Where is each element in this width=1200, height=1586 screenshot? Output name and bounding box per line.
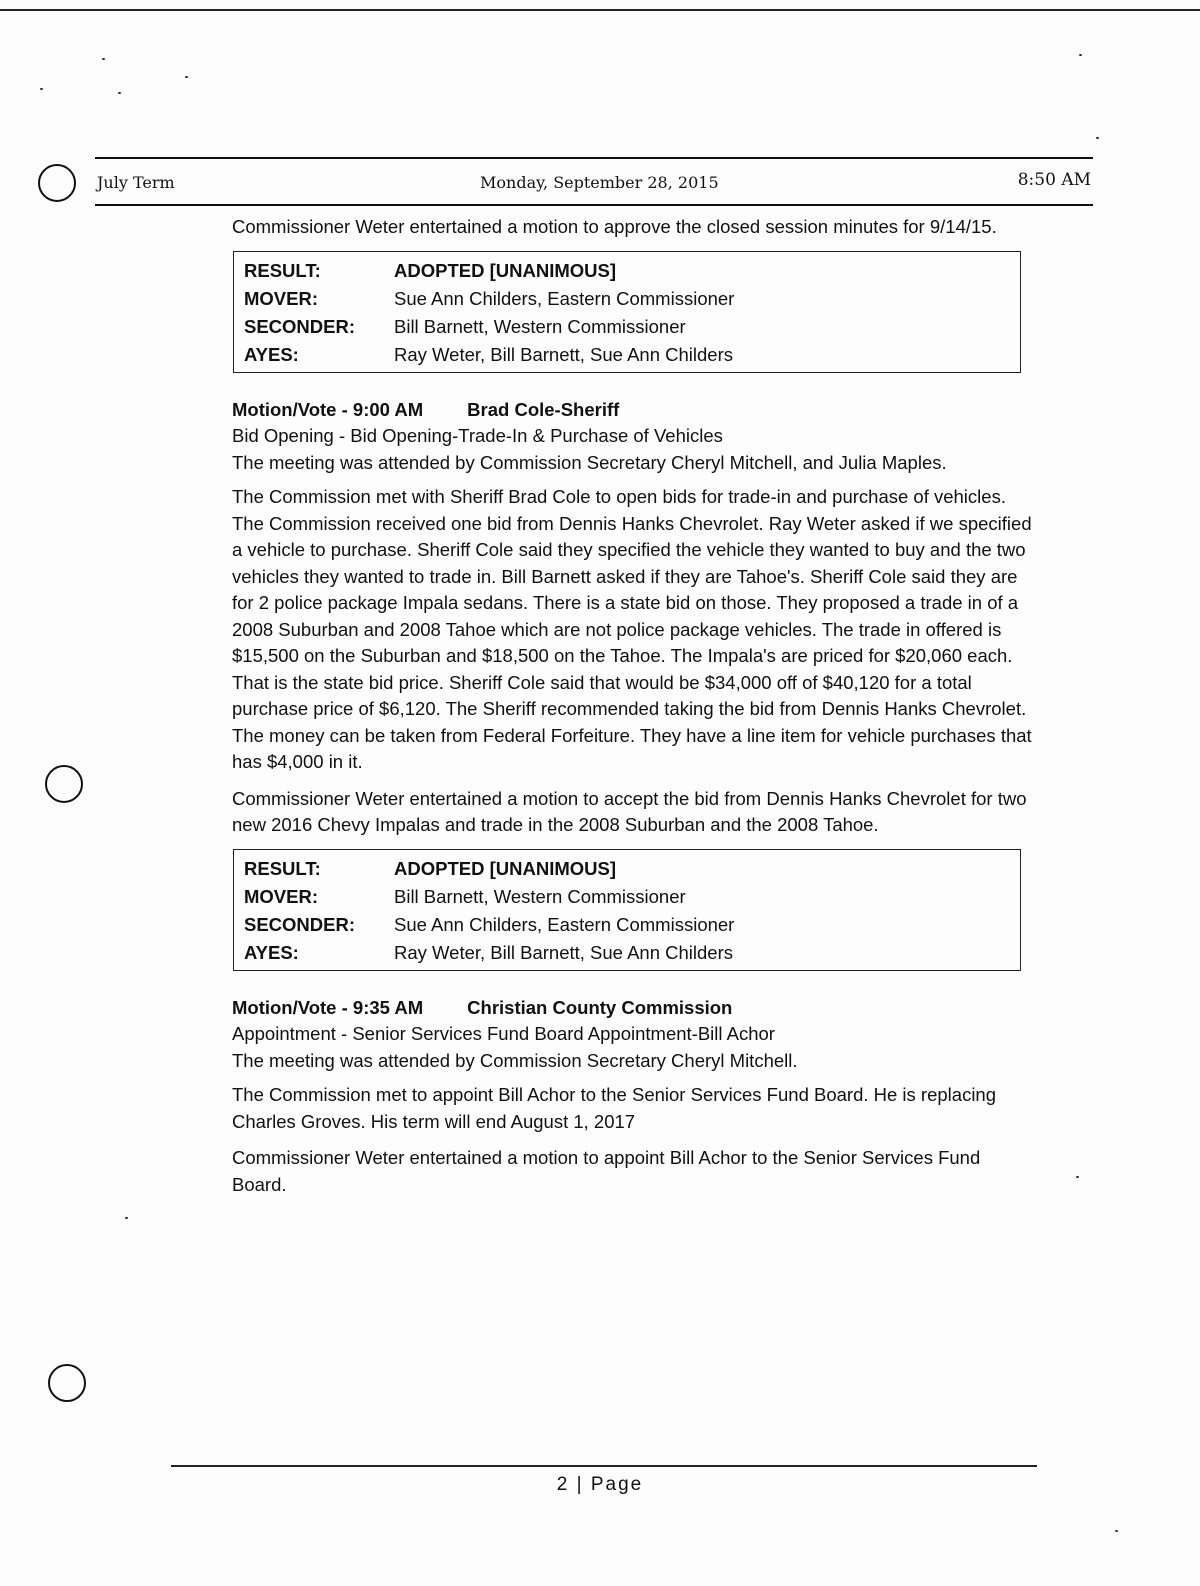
vote-seconder: Bill Barnett, Western Commissioner <box>394 316 686 338</box>
scan-speck <box>1115 1530 1118 1532</box>
vote-row-mover <box>244 286 1010 314</box>
motion-discussion: The Commission met with Sheriff Brad Cole to open bids for trade-in and purchase of vehicles. The Commission received one bid from Dennis Hanks Chevrolet. Ray Weter asked if we specified a vehicle to purchase. Sheriff Cole said they specified the vehicle they wanted to buy and the two vehicles they wanted to trade in. Bill Barnett asked if they are Tahoe's. Sheriff Cole said they are for 2 police package Impala sedans. There is a state bid on those. They proposed a trade in of a 2008 Suburban and 2008 Tahoe which are not police package vehicles. The trade in offered is $15,500 on the Suburban and $18,500 on the Tahoe. The Impala's are priced for $20,060 each. That is the state bid price. Sheriff Cole said that would be $34,000 off of $40,120 for a total purchase price of $6,120. The Sheriff recommended taking the bid from Dennis Hanks Chevrolet. The money can be taken from Federal Forfeiture. They have a line item for vehicle purchases that has $4,000 in it. <box>232 486 1032 772</box>
motion-text: Commissioner Weter entertained a motion to accept the bid from Dennis Hanks Chevrolet for two new 2016 Chevy Impalas and trade in the 2008 Suburban and the 2008 Tahoe. <box>232 787 1027 835</box>
page-header <box>95 157 1093 206</box>
term-label: July Term <box>97 173 175 192</box>
vote-key: SECONDER: <box>244 316 356 338</box>
motion-heading-3 <box>232 995 1032 1022</box>
vote-ayes: Ray Weter, Bill Barnett, Sue Ann Childers <box>394 942 733 964</box>
minutes-body <box>232 214 1032 1208</box>
motion-text: Commissioner Weter entertained a motion to appoint Bill Achor to the Senior Services Fund Board. <box>232 1147 981 1195</box>
motion-attendance: The meeting was attended by Commission Secretary Cheryl Mitchell, and Julia Maples. <box>232 451 947 473</box>
vote-result: ADOPTED [UNANIMOUS] <box>394 858 616 880</box>
scan-speck <box>102 58 105 60</box>
vote-row-ayes <box>244 940 1010 968</box>
meeting-date: Monday, September 28, 2015 <box>480 173 719 192</box>
vote-row-seconder <box>244 912 1010 940</box>
vote-row-result <box>244 258 1010 286</box>
motion-time: Motion/Vote - 9:35 AM <box>232 996 424 1018</box>
vote-row-ayes <box>244 342 1010 370</box>
vote-key: AYES: <box>244 942 299 964</box>
vote-table-1 <box>233 251 1021 373</box>
motion-attendance: The meeting was attended by Commission Secretary Cheryl Mitchell. <box>232 1049 798 1071</box>
vote-key: RESULT: <box>244 260 321 282</box>
vote-mover: Bill Barnett, Western Commissioner <box>394 886 686 908</box>
scan-speck <box>118 92 121 94</box>
vote-result: ADOPTED [UNANIMOUS] <box>394 260 616 282</box>
scan-speck <box>40 88 43 90</box>
vote-row-seconder <box>244 314 1010 342</box>
motion-discussion: The Commission met to appoint Bill Achor to the Senior Services Fund Board. He is replacing Charles Groves. His term will end August 1, 2017 <box>232 1084 997 1132</box>
page-number: 2 | Page <box>556 1474 644 1495</box>
meeting-time: 8:50 AM <box>1017 170 1091 190</box>
motion-presenter: Brad Cole-Sheriff <box>467 398 620 420</box>
scan-speck <box>185 76 188 78</box>
scan-top-edge <box>0 9 1200 11</box>
motion-subject: Appointment - Senior Services Fund Board Appointment-Bill Achor <box>232 1023 775 1044</box>
vote-key: RESULT: <box>244 858 321 880</box>
vote-row-mover <box>244 884 1010 912</box>
scan-speck <box>1076 1176 1079 1178</box>
scan-speck <box>1079 54 1082 56</box>
punch-hole-bottom <box>48 1364 86 1402</box>
motion-subject: Bid Opening - Bid Opening-Trade-In & Purchase of Vehicles <box>232 425 723 446</box>
vote-key: MOVER: <box>244 288 318 310</box>
footer-rule <box>171 1465 1037 1467</box>
vote-key: SECONDER: <box>244 914 356 936</box>
motion-presenter: Christian County Commission <box>467 996 733 1018</box>
vote-key: MOVER: <box>244 886 318 908</box>
punch-hole-top <box>38 164 76 202</box>
vote-seconder: Sue Ann Childers, Eastern Commissioner <box>394 914 735 936</box>
punch-hole-middle <box>45 765 83 803</box>
vote-row-result <box>244 856 1010 884</box>
vote-ayes: Ray Weter, Bill Barnett, Sue Ann Childers <box>394 344 733 366</box>
vote-key: AYES: <box>244 344 299 366</box>
motion-heading-2 <box>232 397 1032 424</box>
motion-time: Motion/Vote - 9:00 AM <box>232 398 424 420</box>
scan-speck <box>1096 137 1099 139</box>
vote-table-2 <box>233 849 1021 971</box>
intro-motion: Commissioner Weter entertained a motion to approve the closed session minutes for 9/14/15. <box>232 216 997 237</box>
vote-mover: Sue Ann Childers, Eastern Commissioner <box>394 288 735 310</box>
scan-speck <box>125 1217 128 1219</box>
